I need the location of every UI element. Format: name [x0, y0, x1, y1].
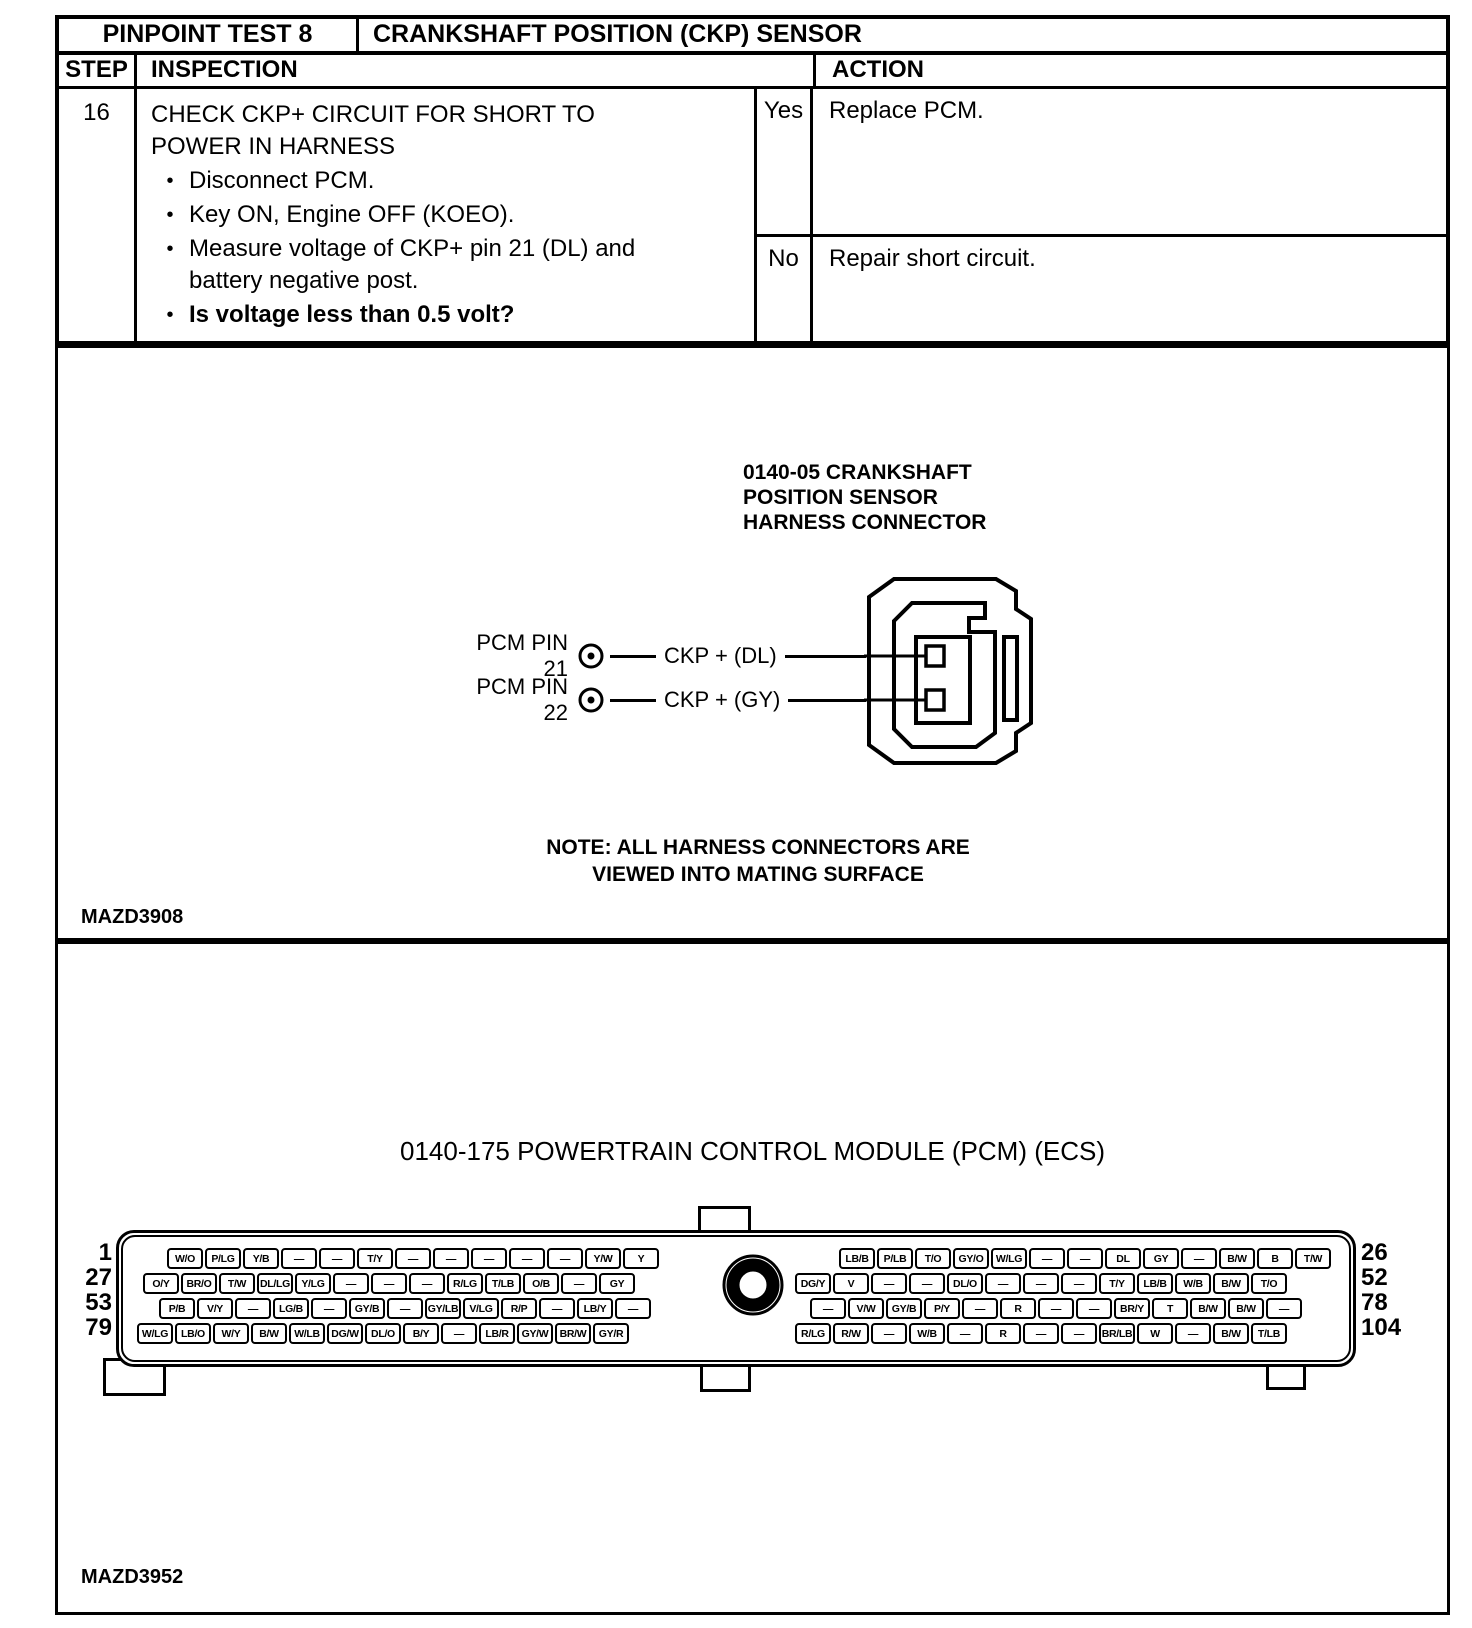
pin-cell: GY	[1143, 1248, 1179, 1269]
pin-cell: —	[615, 1298, 651, 1319]
bullet-icon: •	[166, 170, 174, 192]
connector-title-line: HARNESS CONNECTOR	[743, 511, 987, 534]
yes-action: Replace PCM.	[829, 97, 984, 124]
pin-cell: R/LG	[447, 1273, 483, 1294]
pin-cell: W	[1137, 1323, 1173, 1344]
pin-cell: W/LB	[289, 1323, 325, 1344]
table-title-row	[59, 19, 1446, 55]
bolt-hole-icon	[721, 1253, 785, 1317]
wire-color-label: CKP + (DL)	[664, 643, 777, 668]
pin-cell: —	[433, 1248, 469, 1269]
pin-cell: —	[235, 1298, 271, 1319]
pin-cell: W/O	[167, 1248, 203, 1269]
pin-row-end-label: 78	[1361, 1289, 1388, 1316]
pin-cell: DG/W	[327, 1323, 363, 1344]
pin-cell: GY/B	[349, 1298, 385, 1319]
inspection-bullet	[151, 233, 740, 297]
pin-cell: —	[471, 1248, 507, 1269]
pin-cell: —	[333, 1273, 369, 1294]
pin21-cavity	[926, 646, 944, 666]
pin-cell: —	[1023, 1273, 1059, 1294]
pin-cell: W/Y	[213, 1323, 249, 1344]
mating-surface-note	[438, 834, 1078, 888]
pin-cell: T/LB	[1251, 1323, 1287, 1344]
pin21-wire-row	[446, 630, 866, 681]
pin-cell: —	[409, 1273, 445, 1294]
pin-row-start-label: 53	[85, 1289, 112, 1316]
pin-cell: —	[395, 1248, 431, 1269]
pin-cell: LB/B	[839, 1248, 875, 1269]
connector-title-line: 0140-05 CRANKSHAFT	[743, 461, 972, 484]
pin-row	[137, 1323, 661, 1344]
wire-line	[785, 655, 866, 658]
note-line: NOTE: ALL HARNESS CONNECTORS ARE	[546, 836, 970, 859]
sensor-title: CRANKSHAFT POSITION (CKP) SENSOR	[373, 20, 862, 49]
no-result-row	[757, 237, 1446, 341]
pin-row	[795, 1323, 1333, 1344]
step-number: 16	[59, 89, 137, 341]
pin-cell: BR/O	[181, 1273, 217, 1294]
pin-cell: —	[1061, 1273, 1097, 1294]
connector-title-line: POSITION SENSOR	[743, 486, 938, 509]
pin-cell: P/LB	[877, 1248, 913, 1269]
pin-row	[839, 1248, 1333, 1269]
yes-label: Yes	[757, 89, 813, 234]
pin-cell: T/O	[1251, 1273, 1287, 1294]
harness-connector-drawing	[864, 575, 1036, 767]
pin-cell: O/B	[523, 1273, 559, 1294]
pin-cell: —	[539, 1298, 575, 1319]
pin-cell: W/LG	[137, 1323, 173, 1344]
pin-cell: V/LG	[463, 1298, 499, 1319]
pin-cell: —	[547, 1248, 583, 1269]
pin-cell: LB/R	[479, 1323, 515, 1344]
pin-cell: O/Y	[143, 1273, 179, 1294]
no-label: No	[757, 237, 813, 341]
bullet-text: Key ON, Engine OFF (KOEO).	[189, 201, 515, 228]
pin-cell: —	[1076, 1298, 1112, 1319]
pcm-pin22-label: PCM PIN 22	[476, 674, 568, 725]
terminal-bullseye-icon	[576, 685, 606, 715]
step-column-header: STEP	[59, 55, 137, 87]
pin-cell: B/W	[1190, 1298, 1226, 1319]
pin-cell: T/O	[915, 1248, 951, 1269]
result-column	[757, 89, 1446, 341]
bullet-text: Is voltage less than 0.5 volt?	[189, 301, 515, 328]
harness-connector-figure	[55, 345, 1450, 941]
pin-cell: B/Y	[403, 1323, 439, 1344]
connector-slot	[1004, 637, 1017, 720]
pin-cell: T/LB	[485, 1273, 521, 1294]
pin-cell: —	[441, 1323, 477, 1344]
pin-cell: —	[1023, 1323, 1059, 1344]
pcm-connector-figure	[55, 941, 1450, 1615]
pin-cell: LB/O	[175, 1323, 211, 1344]
step-row	[59, 89, 1446, 341]
pin-cell: P/LG	[205, 1248, 241, 1269]
pin-cell: B/W	[1213, 1323, 1249, 1344]
pin-cell: W/LG	[991, 1248, 1027, 1269]
pin-cell: R/P	[501, 1298, 537, 1319]
pin-cell: —	[1029, 1248, 1065, 1269]
pin-cell: —	[1067, 1248, 1103, 1269]
pin-cell: —	[985, 1273, 1021, 1294]
pcm-pin21-label: PCM PIN 21	[476, 630, 568, 681]
pin-row-end-label: 26	[1361, 1239, 1388, 1266]
bullet-text: Measure voltage of CKP+ pin 21 (DL) and battery negative post.	[189, 235, 636, 294]
pin-cell: LG/B	[273, 1298, 309, 1319]
inspection-cell	[137, 89, 757, 341]
pin-cell: —	[1266, 1298, 1302, 1319]
pin-row-start-label: 79	[85, 1314, 112, 1341]
pin-cell: —	[509, 1248, 545, 1269]
pin-cell: —	[947, 1323, 983, 1344]
pcm-figure-title: 0140-175 POWERTRAIN CONTROL MODULE (PCM) (ECS)	[399, 1136, 1105, 1166]
inspection-heading: CHECK CKP+ CIRCUIT FOR SHORT TO POWER IN HARNESS	[151, 101, 595, 160]
pin-cell: Y/LG	[295, 1273, 331, 1294]
pin-row-start-label: 1	[98, 1239, 112, 1266]
pin-cell: —	[871, 1273, 907, 1294]
pin22-cavity	[926, 690, 944, 710]
pin-cell: T/W	[219, 1273, 255, 1294]
wire-line	[788, 699, 866, 702]
pin-cell: —	[1181, 1248, 1217, 1269]
yes-result-row	[757, 89, 1446, 237]
pin-cell: DG/Y	[795, 1273, 831, 1294]
pcm-connector-inner-outline	[121, 1235, 1351, 1362]
pin-cell: —	[1175, 1323, 1211, 1344]
inspection-bullet-question	[151, 299, 740, 331]
pin-cell: DL/O	[947, 1273, 983, 1294]
pin-cell: R/LG	[795, 1323, 831, 1344]
harness-connector-title	[743, 460, 986, 535]
pin-cell: —	[810, 1298, 846, 1319]
pin-row	[159, 1298, 661, 1319]
pin-cell: GY/LB	[425, 1298, 461, 1319]
bullet-text: Disconnect PCM.	[189, 167, 375, 194]
pin-cell: BR/Y	[1114, 1298, 1150, 1319]
pin-cell: BR/LB	[1099, 1323, 1135, 1344]
wire-color-label: CKP + (GY)	[664, 687, 781, 712]
no-action: Repair short circuit.	[829, 245, 1036, 272]
inspection-bullet	[151, 199, 740, 231]
inspection-column-header: INSPECTION	[137, 55, 816, 87]
pin-cell: V	[833, 1273, 869, 1294]
pin-cell: —	[561, 1273, 597, 1294]
figure-id-label: MAZD3952	[81, 1566, 184, 1588]
wire-line	[610, 655, 656, 658]
inspection-bullet-list	[151, 165, 740, 331]
pin-row-end-label: 52	[1361, 1264, 1388, 1291]
pin-cell: DL/O	[365, 1323, 401, 1344]
pin-cell: —	[371, 1273, 407, 1294]
figure-id-label: MAZD3908	[81, 906, 184, 928]
pin-cell: GY/B	[886, 1298, 922, 1319]
inspection-bullet	[151, 165, 740, 197]
pin-row	[143, 1273, 661, 1294]
pin-cell: B/W	[1219, 1248, 1255, 1269]
pin-cell: GY	[599, 1273, 635, 1294]
wire-line	[610, 699, 656, 702]
note-line: VIEWED INTO MATING SURFACE	[592, 863, 924, 886]
pin-row-end-label: 104	[1361, 1314, 1402, 1341]
pin-cell: V/W	[848, 1298, 884, 1319]
action-column-header: ACTION	[832, 56, 924, 84]
pin-cell: GY/W	[517, 1323, 553, 1344]
pin-cell: GY/O	[953, 1248, 989, 1269]
pin-row	[810, 1298, 1333, 1319]
pin-cell: R	[985, 1323, 1021, 1344]
pin-cell: W/B	[909, 1323, 945, 1344]
pin-cell: LB/B	[1137, 1273, 1173, 1294]
bullet-icon: •	[166, 304, 174, 326]
pin-cell: B/W	[251, 1323, 287, 1344]
pin-cell: R/W	[833, 1323, 869, 1344]
pin-cell: —	[319, 1248, 355, 1269]
pinpoint-test-table	[55, 15, 1450, 345]
pin-cell: B/W	[1228, 1298, 1264, 1319]
pin-cell: W/B	[1175, 1273, 1211, 1294]
pin-cell: P/Y	[924, 1298, 960, 1319]
pin-cell: —	[387, 1298, 423, 1319]
pin-cell: Y	[623, 1248, 659, 1269]
pin-cell: DL	[1105, 1248, 1141, 1269]
pin-cell: T/Y	[357, 1248, 393, 1269]
pin-cell: —	[281, 1248, 317, 1269]
table-header-row	[59, 55, 1446, 90]
pin-cell: GY/R	[593, 1323, 629, 1344]
pin-cell: Y/B	[243, 1248, 279, 1269]
pin-cell: T/Y	[1099, 1273, 1135, 1294]
pin-row	[795, 1273, 1333, 1294]
pinpoint-test-title: PINPOINT TEST 8	[59, 19, 359, 51]
pin-cell: —	[311, 1298, 347, 1319]
pin-cell: —	[871, 1323, 907, 1344]
pin-cell: —	[962, 1298, 998, 1319]
pin-cell: P/B	[159, 1298, 195, 1319]
bullet-icon: •	[166, 204, 174, 226]
pin-row	[167, 1248, 661, 1269]
pin-cell: —	[1061, 1323, 1097, 1344]
pin-cell: —	[1038, 1298, 1074, 1319]
bullet-icon: •	[166, 238, 174, 260]
terminal-bullseye-icon	[576, 641, 606, 671]
pin-cell: B/W	[1213, 1273, 1249, 1294]
pin-cell: BR/W	[555, 1323, 591, 1344]
pin-cell: B	[1257, 1248, 1293, 1269]
pcm-connector-body	[116, 1230, 1356, 1367]
pin-cell: T	[1152, 1298, 1188, 1319]
pin-cell: Y/W	[585, 1248, 621, 1269]
pin-cell: —	[909, 1273, 945, 1294]
pin-row-start-label: 27	[85, 1264, 112, 1291]
pin22-wire-row	[446, 674, 866, 725]
pin-cell: T/W	[1295, 1248, 1331, 1269]
pcm-pin-block-right	[795, 1248, 1333, 1348]
pin-cell: V/Y	[197, 1298, 233, 1319]
pin-cell: LB/Y	[577, 1298, 613, 1319]
pcm-pin-block-left	[137, 1248, 661, 1348]
pin-cell: DL/LG	[257, 1273, 293, 1294]
pin-cell: R	[1000, 1298, 1036, 1319]
